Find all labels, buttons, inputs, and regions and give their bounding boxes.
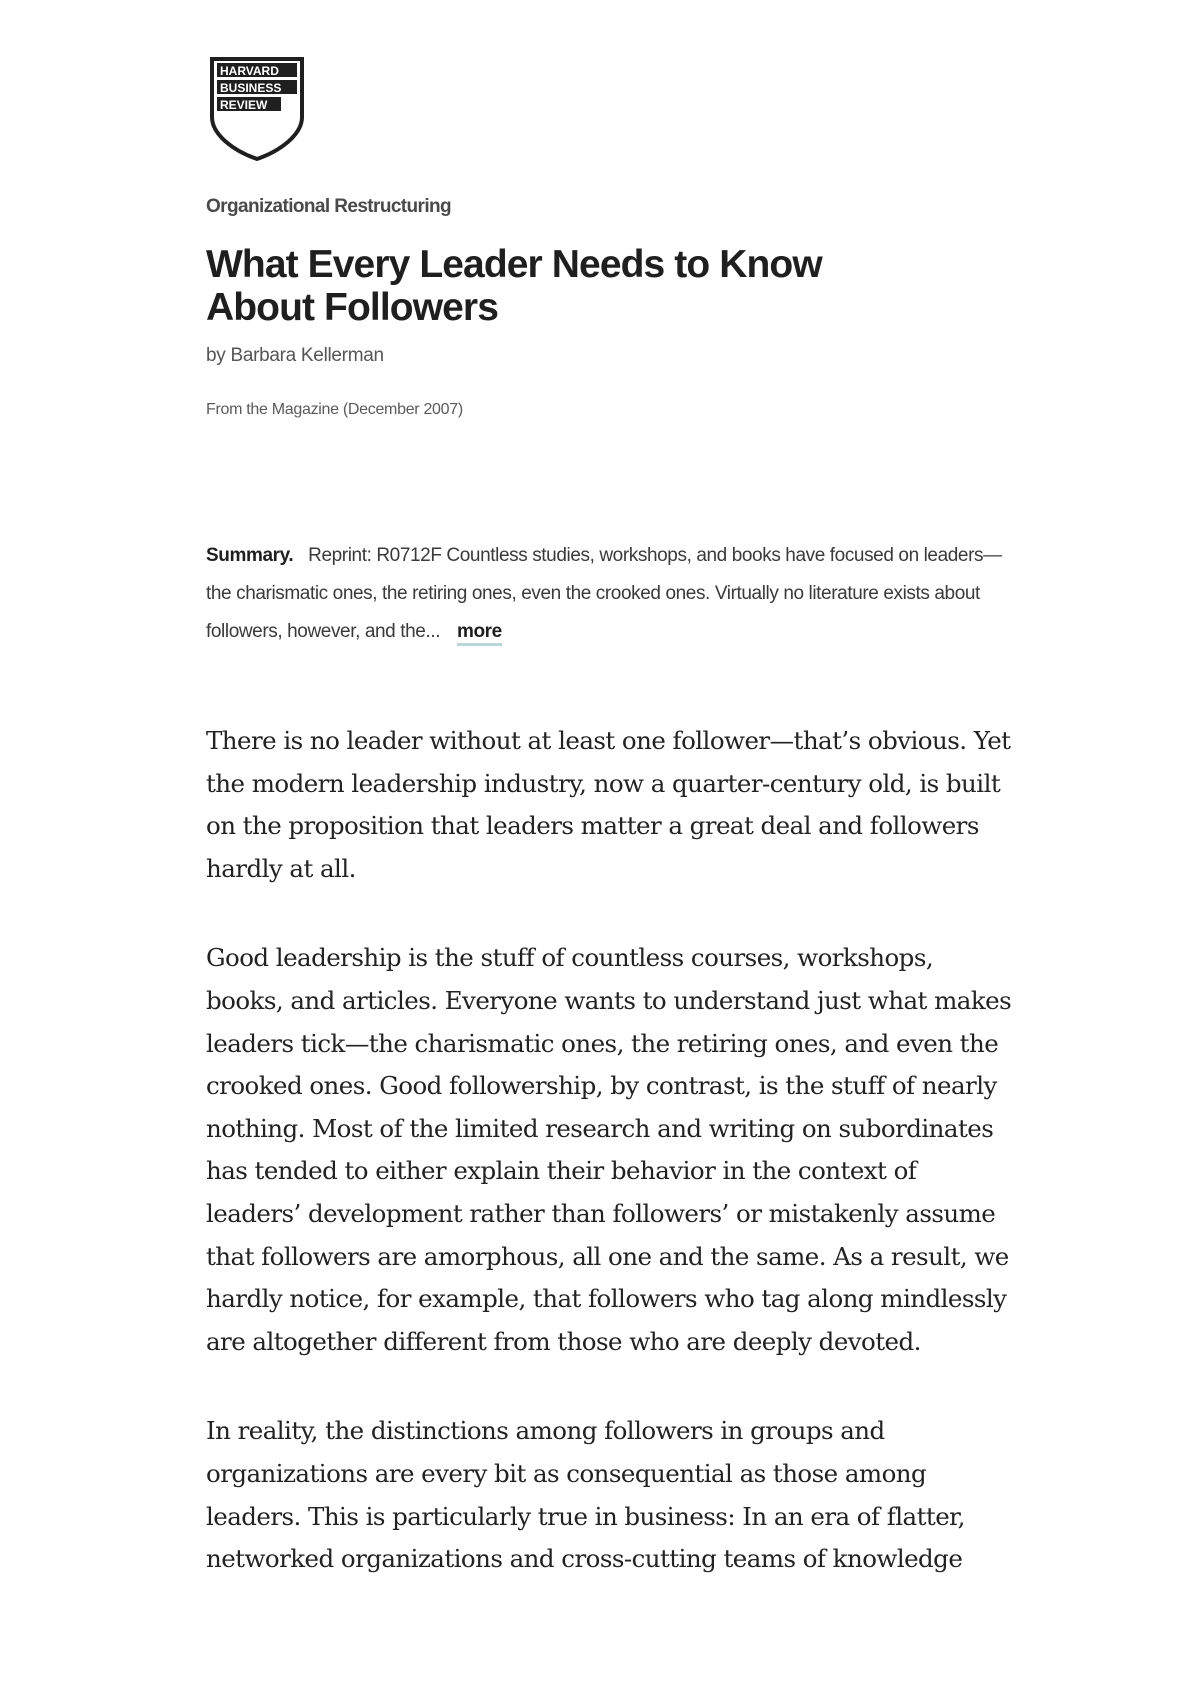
article-body <box>206 720 1016 1628</box>
article-category[interactable]: Organizational Restructuring <box>206 196 452 217</box>
article-title: What Every Leader Needs to Know About Followers <box>206 243 822 329</box>
summary-label: Summary. <box>206 545 294 566</box>
summary-more-link[interactable]: more <box>457 621 502 646</box>
publication-source: From the Magazine (December 2007) <box>206 401 463 418</box>
logo-text-line-1: HARVARD <box>220 64 279 78</box>
article-summary <box>206 537 1026 651</box>
author-name[interactable]: Barbara Kellerman <box>230 345 384 366</box>
logo-text-line-2: BUSINESS <box>220 81 282 95</box>
shield-logo-icon <box>208 55 306 163</box>
byline <box>206 345 384 367</box>
body-paragraph: There is no leader without at least one follower—that’s obvious. Yet the modern leadership industry, now a quarter-century old, is built on the proposition that leaders matter a great deal and followers hardly at all. <box>206 726 1011 883</box>
logo-text-line-3: REVIEW <box>220 98 268 112</box>
byline-prefix: by <box>206 345 226 366</box>
summary-text: Reprint: R0712F Countless studies, workshops, and books have focused on leaders—the charismatic ones, the retiring ones, even the crooked ones. Virtually no literature exists about followers, however, and the... <box>206 545 1002 642</box>
body-paragraph: Good leadership is the stuff of countless courses, workshops, books, and articles. Everyone wants to understand just what makes leaders tick—the charismatic ones, the retiring ones, and even the crooked ones. Good followership, by contrast, is the stuff of nearly nothing. Most of the limited research and writing on subordinates has tended to either explain their behavior in the context of leaders’ development rather than followers’ or mistakenly assume that followers are amorphous, all one and the same. As a result, we hardly notice, for example, that followers who tag along mindlessly are altogether different from those who are deeply devoted. <box>206 943 1012 1356</box>
hbr-logo <box>208 55 306 163</box>
body-paragraph: In reality, the distinctions among followers in groups and organizations are every bit as consequential as those among leaders. This is particularly true in business: In an era of flatter, networked organizations and cross-cutting teams of knowledge <box>206 1416 965 1574</box>
